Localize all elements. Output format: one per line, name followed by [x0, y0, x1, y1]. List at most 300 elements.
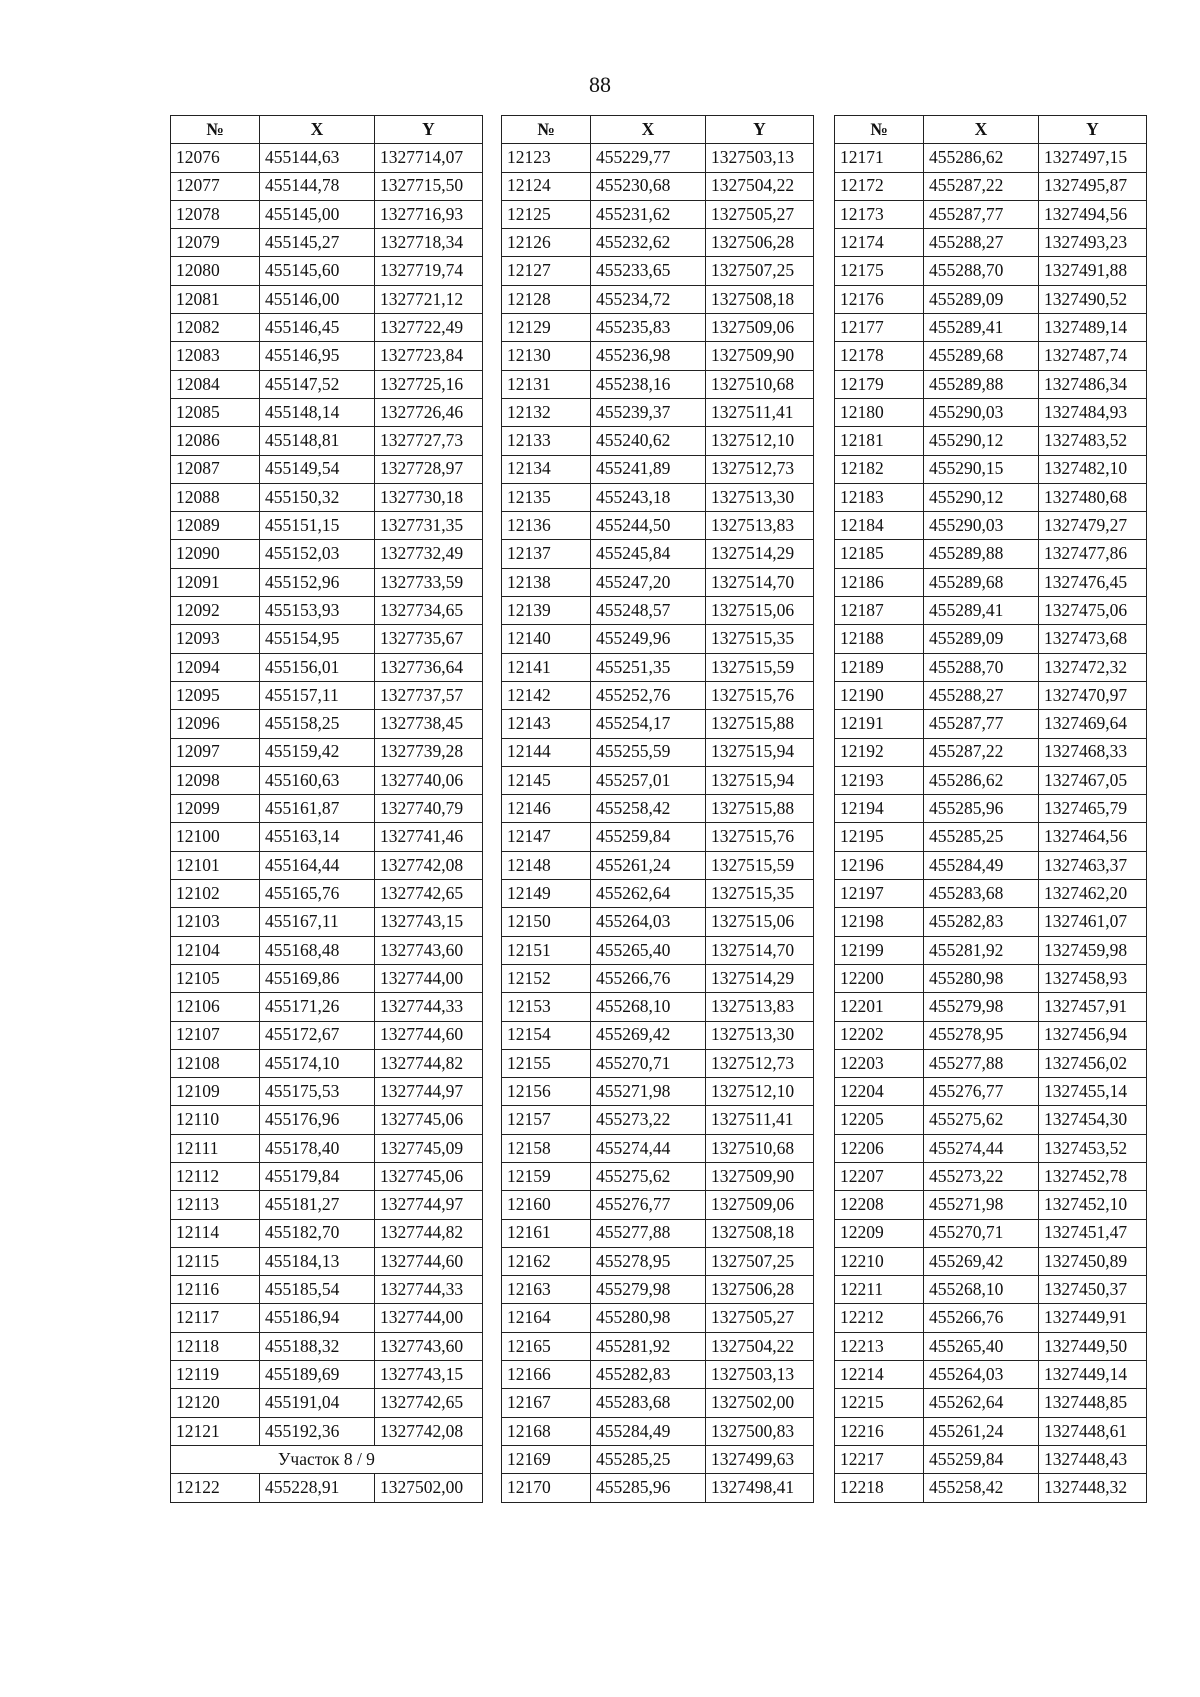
table-row — [835, 993, 1147, 1021]
cell-number: 12162 — [502, 1247, 591, 1275]
cell-x: 455159,42 — [260, 738, 375, 766]
table-row — [502, 1078, 814, 1106]
cell-x: 455258,42 — [591, 795, 706, 823]
cell-number: 12141 — [502, 653, 591, 681]
cell-x: 455264,03 — [924, 1361, 1039, 1389]
table-row — [171, 1021, 483, 1049]
table-row — [171, 795, 483, 823]
table-row — [171, 851, 483, 879]
table-row — [835, 1389, 1147, 1417]
cell-y: 1327743,60 — [375, 936, 483, 964]
cell-x: 455288,70 — [924, 257, 1039, 285]
table-row — [502, 936, 814, 964]
cell-y: 1327730,18 — [375, 483, 483, 511]
cell-x: 455151,15 — [260, 512, 375, 540]
cell-x: 455161,87 — [260, 795, 375, 823]
cell-number: 12188 — [835, 625, 924, 653]
section-label: Участок 8 / 9 — [171, 1445, 483, 1473]
table-row — [502, 512, 814, 540]
cell-x: 455152,96 — [260, 568, 375, 596]
cell-number: 12084 — [171, 370, 260, 398]
cell-x: 455261,24 — [591, 851, 706, 879]
table-row — [171, 427, 483, 455]
cell-x: 455259,84 — [924, 1445, 1039, 1473]
cell-y: 1327745,06 — [375, 1162, 483, 1190]
cell-x: 455146,45 — [260, 314, 375, 342]
table-row — [171, 1049, 483, 1077]
cell-number: 12117 — [171, 1304, 260, 1332]
cell-y: 1327740,79 — [375, 795, 483, 823]
cell-y: 1327515,88 — [706, 795, 814, 823]
cell-x: 455243,18 — [591, 483, 706, 511]
cell-x: 455262,64 — [591, 880, 706, 908]
cell-y: 1327744,60 — [375, 1247, 483, 1275]
table-row — [171, 936, 483, 964]
table-row — [171, 625, 483, 653]
cell-x: 455270,71 — [924, 1219, 1039, 1247]
table-row — [835, 936, 1147, 964]
cell-number: 12118 — [171, 1332, 260, 1360]
cell-x: 455255,59 — [591, 738, 706, 766]
table-row — [171, 285, 483, 313]
cell-number: 12184 — [835, 512, 924, 540]
cell-x: 455148,81 — [260, 427, 375, 455]
cell-x: 455285,96 — [591, 1474, 706, 1502]
cell-x: 455266,76 — [591, 964, 706, 992]
cell-x: 455182,70 — [260, 1219, 375, 1247]
cell-x: 455281,92 — [591, 1332, 706, 1360]
cell-number: 12088 — [171, 483, 260, 511]
cell-number: 12128 — [502, 285, 591, 313]
cell-x: 455274,44 — [924, 1134, 1039, 1162]
cell-number: 12204 — [835, 1078, 924, 1106]
cell-x: 455290,12 — [924, 483, 1039, 511]
cell-x: 455245,84 — [591, 540, 706, 568]
table-row — [502, 880, 814, 908]
table-row — [835, 1332, 1147, 1360]
cell-y: 1327497,15 — [1039, 144, 1147, 172]
header-y: Y — [1039, 116, 1147, 144]
cell-y: 1327507,25 — [706, 1247, 814, 1275]
header-number: № — [171, 116, 260, 144]
cell-y: 1327505,27 — [706, 200, 814, 228]
cell-number: 12157 — [502, 1106, 591, 1134]
cell-number: 12158 — [502, 1134, 591, 1162]
cell-x: 455179,84 — [260, 1162, 375, 1190]
cell-y: 1327491,88 — [1039, 257, 1147, 285]
table-row — [502, 257, 814, 285]
cell-x: 455284,49 — [924, 851, 1039, 879]
cell-number: 12096 — [171, 710, 260, 738]
header-x: X — [924, 116, 1039, 144]
cell-x: 455265,40 — [924, 1332, 1039, 1360]
cell-y: 1327726,46 — [375, 398, 483, 426]
cell-x: 455288,70 — [924, 653, 1039, 681]
table-row — [835, 625, 1147, 653]
table-row — [502, 851, 814, 879]
table-row — [835, 172, 1147, 200]
cell-x: 455147,52 — [260, 370, 375, 398]
cell-y: 1327743,15 — [375, 1361, 483, 1389]
table-row — [171, 681, 483, 709]
cell-x: 455184,13 — [260, 1247, 375, 1275]
cell-y: 1327479,27 — [1039, 512, 1147, 540]
table-row — [171, 993, 483, 1021]
cell-x: 455282,83 — [924, 908, 1039, 936]
cell-x: 455268,10 — [924, 1276, 1039, 1304]
cell-y: 1327515,35 — [706, 625, 814, 653]
table-row — [171, 483, 483, 511]
cell-y: 1327514,70 — [706, 568, 814, 596]
table-row — [835, 398, 1147, 426]
cell-number: 12180 — [835, 398, 924, 426]
cell-x: 455175,53 — [260, 1078, 375, 1106]
table-row — [835, 1417, 1147, 1445]
table-row — [502, 993, 814, 1021]
table-row — [835, 427, 1147, 455]
table-row — [171, 1332, 483, 1360]
cell-y: 1327506,28 — [706, 1276, 814, 1304]
table-row — [502, 427, 814, 455]
cell-number: 12171 — [835, 144, 924, 172]
cell-x: 455160,63 — [260, 766, 375, 794]
cell-x: 455230,68 — [591, 172, 706, 200]
coordinates-table-1 — [170, 115, 483, 1503]
cell-y: 1327452,78 — [1039, 1162, 1147, 1190]
cell-number: 12095 — [171, 681, 260, 709]
table-row — [502, 766, 814, 794]
table-row — [171, 1247, 483, 1275]
cell-number: 12100 — [171, 823, 260, 851]
table-row — [171, 1474, 483, 1502]
cell-y: 1327742,65 — [375, 1389, 483, 1417]
cell-number: 12161 — [502, 1219, 591, 1247]
cell-y: 1327490,52 — [1039, 285, 1147, 313]
cell-x: 455284,49 — [591, 1417, 706, 1445]
cell-number: 12150 — [502, 908, 591, 936]
cell-y: 1327514,70 — [706, 936, 814, 964]
table-row — [502, 1219, 814, 1247]
cell-number: 12137 — [502, 540, 591, 568]
cell-number: 12164 — [502, 1304, 591, 1332]
cell-y: 1327739,28 — [375, 738, 483, 766]
cell-x: 455172,67 — [260, 1021, 375, 1049]
header-y: Y — [706, 116, 814, 144]
table-row — [171, 512, 483, 540]
table-row — [502, 483, 814, 511]
cell-y: 1327744,00 — [375, 1304, 483, 1332]
cell-y: 1327744,33 — [375, 993, 483, 1021]
cell-number: 12185 — [835, 540, 924, 568]
cell-x: 455189,69 — [260, 1361, 375, 1389]
cell-x: 455277,88 — [924, 1049, 1039, 1077]
cell-y: 1327515,76 — [706, 823, 814, 851]
table-row — [171, 964, 483, 992]
cell-number: 12173 — [835, 200, 924, 228]
cell-y: 1327502,00 — [706, 1389, 814, 1417]
table-row — [502, 681, 814, 709]
cell-y: 1327511,41 — [706, 1106, 814, 1134]
cell-x: 455191,04 — [260, 1389, 375, 1417]
cell-number: 12114 — [171, 1219, 260, 1247]
cell-y: 1327725,16 — [375, 370, 483, 398]
cell-y: 1327469,64 — [1039, 710, 1147, 738]
cell-x: 455270,71 — [591, 1049, 706, 1077]
table-header-row — [835, 116, 1147, 144]
cell-y: 1327714,07 — [375, 144, 483, 172]
cell-x: 455145,27 — [260, 229, 375, 257]
cell-number: 12192 — [835, 738, 924, 766]
table-row — [502, 1332, 814, 1360]
cell-x: 455290,12 — [924, 427, 1039, 455]
cell-number: 12119 — [171, 1361, 260, 1389]
cell-y: 1327448,85 — [1039, 1389, 1147, 1417]
cell-number: 12132 — [502, 398, 591, 426]
cell-x: 455228,91 — [260, 1474, 375, 1502]
coordinates-table-2 — [501, 115, 814, 1503]
cell-x: 455236,98 — [591, 342, 706, 370]
cell-x: 455251,35 — [591, 653, 706, 681]
cell-y: 1327453,52 — [1039, 1134, 1147, 1162]
cell-number: 12179 — [835, 370, 924, 398]
cell-x: 455273,22 — [591, 1106, 706, 1134]
cell-y: 1327475,06 — [1039, 597, 1147, 625]
cell-x: 455264,03 — [591, 908, 706, 936]
cell-x: 455276,77 — [924, 1078, 1039, 1106]
cell-x: 455233,65 — [591, 257, 706, 285]
cell-y: 1327742,65 — [375, 880, 483, 908]
cell-x: 455285,25 — [591, 1445, 706, 1473]
table-row — [835, 823, 1147, 851]
table-row — [835, 1445, 1147, 1473]
table-row — [502, 1191, 814, 1219]
cell-y: 1327462,20 — [1039, 880, 1147, 908]
table-row — [835, 738, 1147, 766]
cell-x: 455287,77 — [924, 200, 1039, 228]
cell-number: 12135 — [502, 483, 591, 511]
cell-y: 1327718,34 — [375, 229, 483, 257]
cell-number: 12159 — [502, 1162, 591, 1190]
cell-number: 12116 — [171, 1276, 260, 1304]
table-row — [502, 1276, 814, 1304]
table-row — [171, 398, 483, 426]
cell-y: 1327495,87 — [1039, 172, 1147, 200]
cell-y: 1327514,29 — [706, 540, 814, 568]
cell-y: 1327503,13 — [706, 1361, 814, 1389]
cell-x: 455249,96 — [591, 625, 706, 653]
cell-number: 12124 — [502, 172, 591, 200]
cell-y: 1327452,10 — [1039, 1191, 1147, 1219]
cell-y: 1327727,73 — [375, 427, 483, 455]
cell-number: 12201 — [835, 993, 924, 1021]
cell-y: 1327510,68 — [706, 1134, 814, 1162]
cell-x: 455234,72 — [591, 285, 706, 313]
cell-number: 12136 — [502, 512, 591, 540]
cell-number: 12172 — [835, 172, 924, 200]
table-row — [502, 398, 814, 426]
cell-number: 12110 — [171, 1106, 260, 1134]
cell-number: 12120 — [171, 1389, 260, 1417]
cell-y: 1327504,22 — [706, 1332, 814, 1360]
cell-number: 12198 — [835, 908, 924, 936]
table-row — [502, 540, 814, 568]
cell-number: 12144 — [502, 738, 591, 766]
cell-x: 455168,48 — [260, 936, 375, 964]
cell-number: 12155 — [502, 1049, 591, 1077]
cell-number: 12170 — [502, 1474, 591, 1502]
cell-x: 455188,32 — [260, 1332, 375, 1360]
table-row — [502, 1445, 814, 1473]
table-row — [171, 144, 483, 172]
cell-number: 12175 — [835, 257, 924, 285]
cell-number: 12202 — [835, 1021, 924, 1049]
cell-x: 455275,62 — [924, 1106, 1039, 1134]
cell-number: 12130 — [502, 342, 591, 370]
cell-y: 1327456,02 — [1039, 1049, 1147, 1077]
cell-x: 455169,86 — [260, 964, 375, 992]
cell-number: 12208 — [835, 1191, 924, 1219]
cell-number: 12121 — [171, 1417, 260, 1445]
table-row — [502, 1389, 814, 1417]
table-row — [835, 880, 1147, 908]
table-row — [171, 1219, 483, 1247]
table-row — [835, 681, 1147, 709]
cell-y: 1327467,05 — [1039, 766, 1147, 794]
cell-x: 455145,00 — [260, 200, 375, 228]
cell-y: 1327448,43 — [1039, 1445, 1147, 1473]
cell-y: 1327744,00 — [375, 964, 483, 992]
cell-y: 1327476,45 — [1039, 568, 1147, 596]
table-row — [502, 964, 814, 992]
cell-y: 1327512,73 — [706, 1049, 814, 1077]
table-row — [835, 229, 1147, 257]
cell-number: 12199 — [835, 936, 924, 964]
table-row — [835, 285, 1147, 313]
cell-y: 1327744,60 — [375, 1021, 483, 1049]
cell-number: 12103 — [171, 908, 260, 936]
cell-number: 12131 — [502, 370, 591, 398]
table-row — [502, 342, 814, 370]
cell-number: 12125 — [502, 200, 591, 228]
table-row — [171, 1162, 483, 1190]
cell-y: 1327507,25 — [706, 257, 814, 285]
table-row — [835, 1219, 1147, 1247]
table-row — [171, 1361, 483, 1389]
cell-y: 1327449,91 — [1039, 1304, 1147, 1332]
cell-number: 12099 — [171, 795, 260, 823]
cell-x: 455257,01 — [591, 766, 706, 794]
cell-y: 1327515,94 — [706, 766, 814, 794]
table-row — [171, 597, 483, 625]
cell-y: 1327489,14 — [1039, 314, 1147, 342]
cell-x: 455262,64 — [924, 1389, 1039, 1417]
cell-number: 12138 — [502, 568, 591, 596]
cell-x: 455164,44 — [260, 851, 375, 879]
cell-x: 455279,98 — [591, 1276, 706, 1304]
cell-number: 12087 — [171, 455, 260, 483]
cell-y: 1327498,41 — [706, 1474, 814, 1502]
cell-y: 1327480,68 — [1039, 483, 1147, 511]
table-row — [502, 144, 814, 172]
cell-y: 1327722,49 — [375, 314, 483, 342]
cell-number: 12142 — [502, 681, 591, 709]
cell-number: 12111 — [171, 1134, 260, 1162]
cell-number: 12133 — [502, 427, 591, 455]
cell-x: 455286,62 — [924, 766, 1039, 794]
cell-number: 12186 — [835, 568, 924, 596]
table-row — [835, 1106, 1147, 1134]
cell-x: 455248,57 — [591, 597, 706, 625]
page-number: 88 — [589, 72, 611, 97]
table-row — [502, 1361, 814, 1389]
cell-x: 455269,42 — [591, 1021, 706, 1049]
cell-number: 12126 — [502, 229, 591, 257]
cell-y: 1327500,83 — [706, 1417, 814, 1445]
cell-y: 1327732,49 — [375, 540, 483, 568]
cell-number: 12167 — [502, 1389, 591, 1417]
header-x: X — [591, 116, 706, 144]
cell-number: 12148 — [502, 851, 591, 879]
cell-x: 455165,76 — [260, 880, 375, 908]
cell-x: 455186,94 — [260, 1304, 375, 1332]
table-row — [171, 229, 483, 257]
cell-number: 12093 — [171, 625, 260, 653]
cell-number: 12149 — [502, 880, 591, 908]
coordinates-table-3 — [834, 115, 1147, 1503]
cell-y: 1327502,00 — [375, 1474, 483, 1502]
cell-x: 455288,27 — [924, 229, 1039, 257]
cell-x: 455275,62 — [591, 1162, 706, 1190]
cell-x: 455289,68 — [924, 342, 1039, 370]
cell-y: 1327483,52 — [1039, 427, 1147, 455]
table-row — [502, 455, 814, 483]
cell-y: 1327723,84 — [375, 342, 483, 370]
cell-number: 12140 — [502, 625, 591, 653]
cell-x: 455150,32 — [260, 483, 375, 511]
cell-number: 12190 — [835, 681, 924, 709]
cell-number: 12143 — [502, 710, 591, 738]
cell-number: 12217 — [835, 1445, 924, 1473]
cell-x: 455185,54 — [260, 1276, 375, 1304]
cell-number: 12098 — [171, 766, 260, 794]
cell-number: 12153 — [502, 993, 591, 1021]
table-row — [171, 738, 483, 766]
table-row — [502, 625, 814, 653]
cell-number: 12113 — [171, 1191, 260, 1219]
table-row — [502, 1021, 814, 1049]
cell-x: 455290,03 — [924, 398, 1039, 426]
cell-number: 12078 — [171, 200, 260, 228]
table-row — [502, 710, 814, 738]
cell-number: 12104 — [171, 936, 260, 964]
cell-y: 1327744,97 — [375, 1078, 483, 1106]
cell-x: 455171,26 — [260, 993, 375, 1021]
cell-y: 1327733,59 — [375, 568, 483, 596]
cell-x: 455271,98 — [591, 1078, 706, 1106]
cell-number: 12205 — [835, 1106, 924, 1134]
cell-y: 1327456,94 — [1039, 1021, 1147, 1049]
cell-number: 12166 — [502, 1361, 591, 1389]
cell-y: 1327473,68 — [1039, 625, 1147, 653]
cell-y: 1327742,08 — [375, 1417, 483, 1445]
cell-number: 12178 — [835, 342, 924, 370]
table-row — [502, 823, 814, 851]
cell-y: 1327503,13 — [706, 144, 814, 172]
cell-number: 12200 — [835, 964, 924, 992]
cell-number: 12145 — [502, 766, 591, 794]
cell-number: 12080 — [171, 257, 260, 285]
cell-y: 1327472,32 — [1039, 653, 1147, 681]
